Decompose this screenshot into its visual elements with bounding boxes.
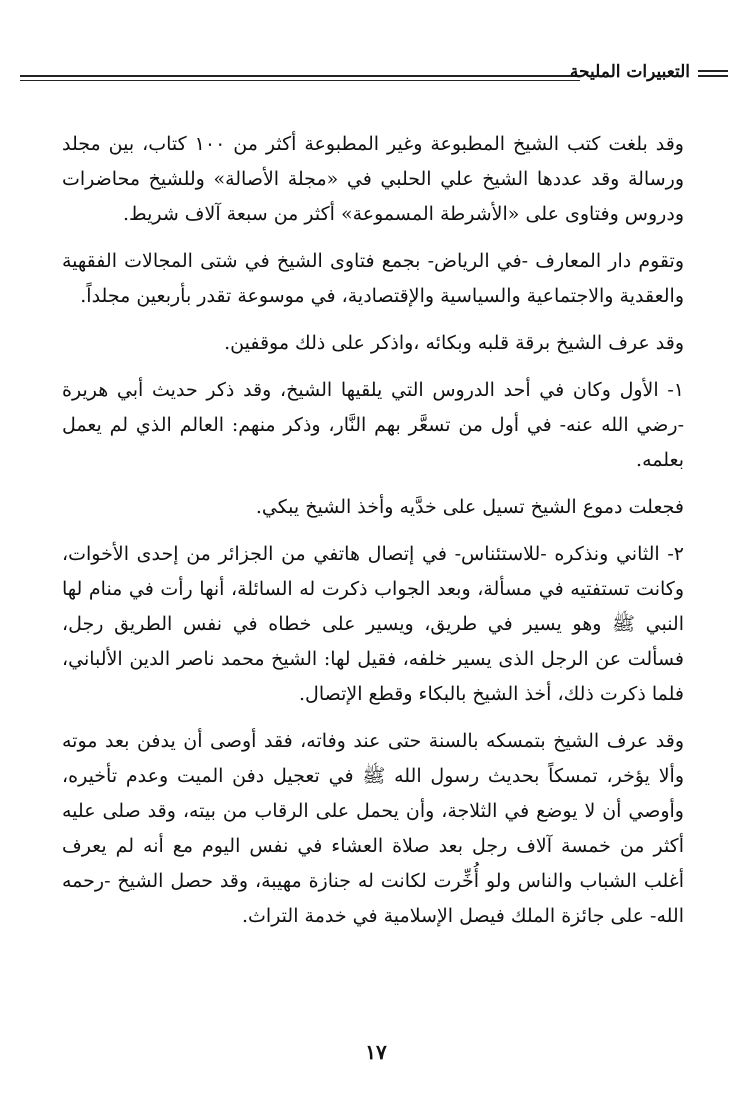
header-ornament [698,70,728,80]
running-header-title: التعبيرات المليحة [569,62,690,82]
paragraph-5: فجعلت دموع الشيخ تسيل على خدَّيه وأخذ الشيخ يبكي. [255,496,684,518]
page-number: ١٧ [365,1040,387,1064]
paragraph-2: وتقوم دار المعارف -في الرياض- بجمع فتاوى الشيخ في شتى المجالات الفقهية والعقدية والاجتماعية والسياسية والإقتصادية، في موسوعة تقدر بأربعين مجلداً. [62,250,684,307]
paragraph-4: ١- الأول وكان في أحد الدروس التي يلقيها الشيخ، وقد ذكر حديث أبي هريرة -رضي الله عنه- في أول من تسعَّر بهم النَّار، وذكر منهم: العالم الذي لم يعمل بعلمه. [62,379,684,471]
header-rule [20,80,580,81]
body-text [62,127,684,934]
paragraph-7: وقد عرف الشيخ بتمسكه بالسنة حتى عند وفاته، فقد أوصى أن يدفن بعد موته وألا يؤخر، تمسكاً بحديث رسول الله ﷺ في تعجيل دفن الميت وعدم تأخيره، وأوصي أن لا يوضع في الثلاجة، وأن يحمل على الرقاب من بيته، وقد صلى عليه أكثر من خمسة آلاف رجل بعد صلاة العشاء في نفس اليوم مع أنه لم يعرف أغلب الشباب والناس ولو أُخِّرت لكانت له جنازة مهيبة، وقد حصل الشيخ -رحمه الله- على جائزة الملك فيصل الإسلامية في خدمة التراث. [62,730,684,927]
paragraph-3: وقد عرف الشيخ برقة قلبه وبكائه ،واذكر على ذلك موقفين. [224,332,684,354]
paragraph-6: ٢- الثاني ونذكره -للاستئناس- في إتصال هاتفي من الجزائر من إحدى الأخوات، وكانت تستفتيه في مسألة، وبعد الجواب ذكرت له السائلة، أنها رأت في منام لها النبي ﷺ وهو يسير في طريق، ويسير على خطاه في نفس الطريق رجل، فسألت عن الرجل الذى يسير خلفه، فقيل لها: الشيخ محمد ناصر الدين الألباني، فلما ذكرت ذلك، أخذ الشيخ بالبكاء وقطع الإتصال. [62,543,684,705]
running-header [20,62,728,92]
header-rule [20,75,580,77]
paragraph-1: وقد بلغت كتب الشيخ المطبوعة وغير المطبوعة أكثر من ١٠٠ كتاب، بين مجلد ورسالة وقد عددها الشيخ علي الحلبي في «مجلة الأصالة» وللشيخ محاضرات ودروس وفتاوى على «الأشرطة المسموعة» أكثر من سبعة آلاف شريط. [62,133,684,225]
